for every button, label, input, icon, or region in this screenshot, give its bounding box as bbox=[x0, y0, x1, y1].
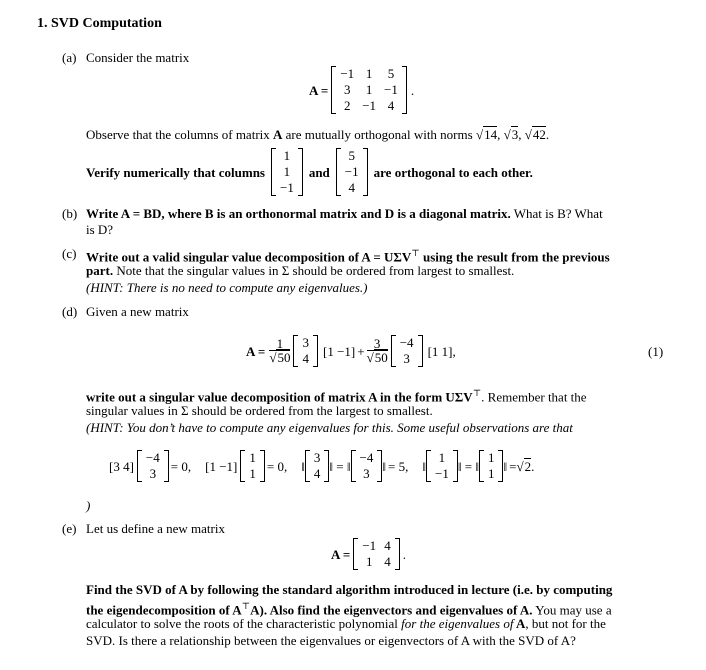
column-vector-1 bbox=[271, 148, 303, 196]
part-d-close-paren: ) bbox=[86, 498, 91, 513]
column-vector-1-row bbox=[276, 164, 298, 180]
verify-post: are orthogonal to each other. bbox=[373, 164, 533, 180]
part-e-line2 bbox=[86, 599, 612, 617]
part-e-p3a: calculator to solve the roots of the characteristic polynomial bbox=[86, 616, 402, 631]
fraction-2: $\frac{3}{√50}$ bbox=[366, 336, 388, 365]
part-b-line1 bbox=[86, 206, 603, 221]
part-d-hint: (HINT: You don’t have to compute any eigenvalues for this. Some useful observations are that bbox=[86, 420, 573, 435]
vector-2-row bbox=[396, 335, 418, 351]
part-d-intro: Given a new matrix bbox=[86, 304, 189, 319]
obs3-vector-row bbox=[310, 450, 325, 466]
matrix-a-cell: −1 bbox=[362, 98, 377, 113]
matrix-e-row bbox=[358, 554, 394, 570]
obs4-vector bbox=[351, 450, 383, 482]
obs2-vector-cell: 1 bbox=[249, 450, 256, 465]
part-b-bold: Write A = BD, where B is an orthonormal matrix and D is a diagonal matrix. bbox=[86, 206, 511, 221]
matrix-e bbox=[353, 538, 399, 570]
obs2-vector-row bbox=[245, 450, 260, 466]
part-b-rest: What is B? What bbox=[510, 206, 603, 221]
obs6-vector-row bbox=[484, 466, 499, 482]
obs6-vector-cell: 1 bbox=[487, 466, 495, 481]
obs4-vector-cell: −4 bbox=[359, 450, 374, 465]
section-heading bbox=[37, 16, 162, 31]
matrix-a-cell: −1 bbox=[384, 82, 398, 97]
matrix-a-period: . bbox=[410, 82, 415, 98]
obs5-vector bbox=[426, 450, 458, 482]
matrix-a-equation bbox=[309, 64, 414, 116]
obs5-vector-row bbox=[431, 450, 453, 466]
vector-1-row bbox=[298, 351, 313, 367]
row-vector-2: [1 1] bbox=[427, 343, 453, 359]
equation-comma: , bbox=[452, 343, 456, 359]
obs3-vector-cell: 3 bbox=[313, 450, 321, 465]
column-vector-1-cell: 1 bbox=[283, 164, 291, 179]
obs6-vector-cell: 1 bbox=[487, 450, 495, 465]
obs1-vector bbox=[137, 450, 169, 482]
column-vector-2-cell: −1 bbox=[344, 164, 359, 179]
matrix-d-equation bbox=[246, 330, 456, 372]
section-title: SVD Computation bbox=[51, 16, 162, 31]
sqrt-two: 2 bbox=[524, 459, 532, 474]
matrix-a bbox=[331, 66, 407, 114]
obs34-eq: = 5, bbox=[388, 458, 409, 474]
observe-text: Observe that the columns of matrix A are mutually orthogonal with norms √14, √3, √42. bbox=[86, 127, 550, 142]
obs3-vector-row bbox=[310, 466, 325, 482]
row-vector-1: [1 −1] bbox=[322, 343, 356, 359]
vector-1-cell: 3 bbox=[302, 335, 309, 350]
part-e-p2-rest: You may use a bbox=[532, 602, 612, 618]
obs4-vector-row bbox=[356, 450, 378, 466]
vector-2-cell: 3 bbox=[403, 351, 410, 366]
fraction-2-den: 50 bbox=[374, 350, 388, 365]
verify-line bbox=[86, 146, 533, 198]
obs1-vector-cell: −4 bbox=[145, 450, 160, 465]
matrix-a-row bbox=[336, 82, 402, 98]
part-c-line2 bbox=[86, 263, 514, 278]
part-e-p3-A: A bbox=[513, 616, 526, 631]
obs2-row: [1 −1] bbox=[205, 458, 238, 474]
matrix-a-cell: 1 bbox=[365, 66, 373, 81]
obs-end: . bbox=[531, 458, 535, 474]
part-c-rest: Note that the singular values in Σ should be ordered from largest to smallest. bbox=[113, 263, 515, 278]
part-e-p3b: , but not for the bbox=[525, 616, 606, 631]
part-c-hint: (HINT: There is no need to compute any eigenvalues.) bbox=[86, 280, 368, 295]
matrix-e-cell: 4 bbox=[384, 554, 391, 569]
obs5-vector-cell: 1 bbox=[438, 450, 446, 465]
column-vector-2-row bbox=[341, 164, 363, 180]
part-e-intro: Let us define a new matrix bbox=[86, 521, 225, 536]
part-c-transpose: ⊤ bbox=[411, 248, 420, 258]
matrix-e-lhs: A = bbox=[331, 546, 351, 562]
column-vector-2-row bbox=[341, 148, 363, 164]
column-vector-1-cell: −1 bbox=[279, 180, 294, 195]
part-d-write-line bbox=[86, 386, 587, 404]
norm-2: 3 bbox=[511, 127, 519, 142]
matrix-e-period: . bbox=[402, 546, 406, 562]
obs1-vector-row bbox=[142, 466, 164, 482]
matrix-a-cell: −1 bbox=[340, 66, 355, 81]
obs1-vector-cell: 3 bbox=[149, 466, 157, 481]
verify-and: and bbox=[308, 164, 330, 180]
part-e-transpose: ⊤ bbox=[241, 601, 251, 611]
obs3-vector-cell: 4 bbox=[313, 466, 321, 481]
obs6-vector-row bbox=[484, 450, 499, 466]
obs3-vector bbox=[305, 450, 330, 482]
vector-1 bbox=[293, 335, 318, 367]
section-number: 1. bbox=[37, 16, 48, 31]
obs1-row: [3 4] bbox=[109, 458, 134, 474]
obs1-eq: = 0, bbox=[170, 458, 192, 474]
matrix-a-cell: 3 bbox=[344, 82, 351, 97]
part-e-label: (e) bbox=[62, 521, 77, 536]
column-vector-1-cell: 1 bbox=[283, 148, 291, 163]
matrix-a-row bbox=[336, 66, 402, 82]
vector-1-row bbox=[298, 335, 313, 351]
part-c-bold1b: using the result from the previous bbox=[419, 249, 610, 265]
matrix-a-row bbox=[336, 98, 402, 114]
column-vector-2-row bbox=[341, 180, 363, 196]
part-a-label: (a) bbox=[62, 50, 77, 65]
vector-2 bbox=[391, 335, 423, 367]
matrix-e-equation bbox=[331, 535, 406, 573]
part-e-p2b: A). Also find the eigenvectors and eigenvalues of A. bbox=[250, 602, 533, 618]
matrix-a-cell: 2 bbox=[344, 98, 351, 113]
vector-2-row bbox=[396, 351, 418, 367]
part-e-line4: SVD. Is there a relationship between the eigenvalues or eigenvectors of A with the SVD of A? bbox=[86, 633, 576, 648]
matrix-d-lhs: A = bbox=[246, 343, 266, 359]
part-e-line3 bbox=[86, 616, 606, 631]
obs2-vector-cell: 1 bbox=[249, 466, 256, 481]
obs4-vector-cell: 3 bbox=[363, 466, 370, 481]
column-vector-1-row bbox=[276, 180, 298, 196]
observe-matrix-symbol: A bbox=[273, 127, 283, 142]
fraction-1-den: 50 bbox=[277, 350, 291, 365]
matrix-e-cell: −1 bbox=[362, 538, 377, 553]
part-b-label: (b) bbox=[62, 206, 78, 221]
part-e-p2: the eigendecomposition of A bbox=[86, 602, 242, 618]
fraction-1: $\frac{1}{√50}$ bbox=[269, 336, 291, 365]
observe-post: are mutually orthogonal with norms bbox=[282, 127, 476, 142]
matrix-a-cell: 5 bbox=[387, 66, 395, 81]
part-d-label: (d) bbox=[62, 304, 78, 319]
fraction-1-num: 1 bbox=[269, 337, 290, 351]
part-d-transpose: ⊤ bbox=[472, 388, 482, 398]
part-e-line1: Find the SVD of A by following the standard algorithm introduced in lecture (i.e. by computing bbox=[86, 582, 613, 597]
matrix-a-cell: 4 bbox=[387, 98, 395, 113]
part-d-write-bold: write out a singular value decomposition of matrix A in the form UΣV bbox=[86, 389, 473, 405]
obs5-vector-cell: −1 bbox=[435, 466, 449, 481]
matrix-e-cell: 1 bbox=[366, 554, 373, 569]
obs5-vector-row bbox=[431, 466, 453, 482]
fraction-2-num: 3 bbox=[367, 337, 388, 351]
verify-pre: Verify numerically that columns bbox=[86, 164, 265, 180]
norm-3: 42 bbox=[532, 127, 546, 142]
obs4-vector-row bbox=[356, 466, 378, 482]
part-c-line1 bbox=[86, 246, 610, 264]
obs1-vector-row bbox=[142, 450, 164, 466]
column-vector-2-cell: 4 bbox=[348, 180, 355, 195]
matrix-a-lhs: A = bbox=[309, 82, 329, 98]
part-c-bold2: part. bbox=[86, 263, 114, 278]
vector-2-cell: −4 bbox=[399, 335, 414, 350]
obs2-vector-row bbox=[245, 466, 260, 482]
column-vector-2 bbox=[336, 148, 368, 196]
matrix-e-row bbox=[358, 538, 394, 554]
matrix-e-cell: 4 bbox=[384, 538, 391, 553]
matrix-a-cell: 1 bbox=[365, 82, 373, 97]
vector-1-cell: 4 bbox=[302, 351, 309, 366]
column-vector-1-row bbox=[276, 148, 298, 164]
equation-number: (1) bbox=[648, 344, 664, 359]
observations-line: [3 4] −4 3 = 0, [1 −1] 1 1 = 0, ‖ 3 4 ‖ = ‖ −4 3 ‖ = 5, ‖ 1 −1 ‖ = ‖ 1 1 ‖ = √ 2 . bbox=[109, 450, 535, 481]
part-a-intro: Consider the matrix bbox=[86, 50, 190, 65]
part-d-write-rest: . Remember that the bbox=[481, 389, 587, 405]
obs2-vector bbox=[240, 450, 265, 482]
part-b-line2: is D? bbox=[86, 222, 114, 237]
column-vector-2-cell: 5 bbox=[348, 148, 355, 163]
observe-pre: Observe that the columns of matrix bbox=[86, 127, 274, 142]
obs6-vector bbox=[479, 450, 504, 482]
plus-sign: + bbox=[357, 343, 365, 359]
part-c-bold1: Write out a valid singular value decomposition of A = UΣV bbox=[86, 249, 412, 265]
part-c-label: (c) bbox=[62, 246, 77, 261]
part-d-line2: singular values in Σ should be ordered from the largest to smallest. bbox=[86, 403, 433, 418]
norm-1: 14 bbox=[484, 127, 498, 142]
part-e-p3-italic: for the eigenvalues of bbox=[401, 616, 514, 631]
obs56-eq: = bbox=[509, 458, 517, 474]
obs2-eq: = 0, bbox=[266, 458, 288, 474]
